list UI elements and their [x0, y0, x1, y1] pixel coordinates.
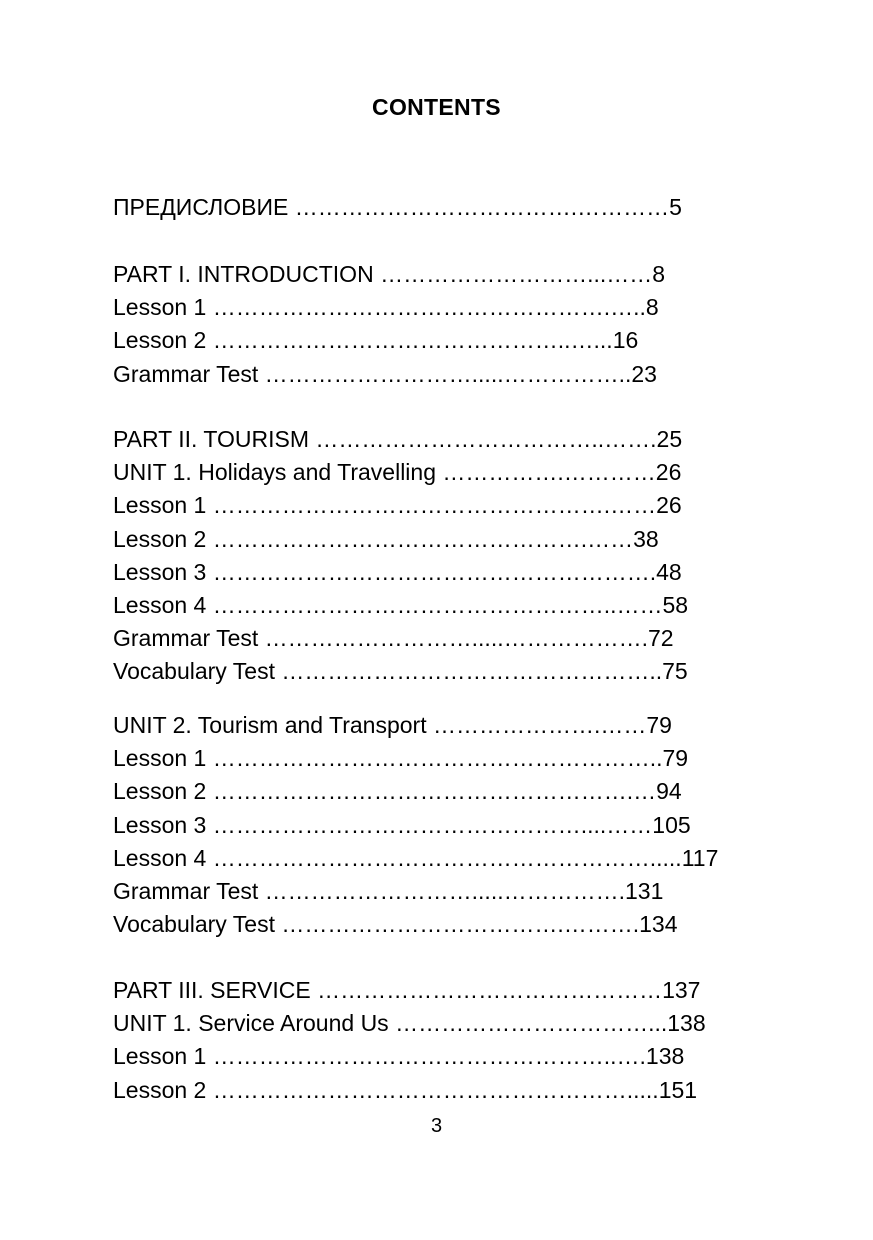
toc-entry: Vocabulary Test …………………………………………..75 — [113, 658, 688, 685]
toc-entry: Lesson 2 ……………………………………………….....151 — [113, 1076, 698, 1103]
toc-entry: Lesson 1 ……………………………………………..….138 — [113, 1043, 685, 1070]
toc-entry-part-1: PART I. INTRODUCTION ………………………...……8 — [113, 261, 666, 287]
toc-entry: Lesson 2 ………………………………………….……38 — [113, 525, 659, 552]
toc-entry: Grammar Test ……………………….....…………….131 — [113, 877, 664, 904]
page-number: 3 — [430, 1115, 443, 1137]
toc-entry: Lesson 2 ……………………………………………….…94 — [113, 778, 682, 805]
toc-entry: Lesson 3 …………………………………………....……105 — [113, 811, 691, 838]
toc-entry: Vocabulary Test ……………………………….……….134 — [113, 911, 678, 938]
toc-entry: Lesson 1 …………………………………………………..79 — [113, 745, 689, 772]
toc-group-part-3 — [113, 974, 763, 1107]
contents-heading: CONTENTS — [372, 94, 501, 120]
toc-entry-unit: UNIT 2. Tourism and Transport ………………….……79 — [113, 712, 672, 738]
toc-group-part-2-unit-1 — [113, 423, 763, 689]
toc-entry: Lesson 3 ………………………………………………….48 — [113, 558, 682, 585]
toc-group-unit-2 — [113, 709, 763, 941]
toc-group-part-1 — [113, 258, 763, 391]
toc-entry: Lesson 2 ………………………………………..…...16 — [113, 327, 639, 354]
toc-entry-unit: UNIT 1. Service Around Us ……………………………...138 — [113, 1010, 706, 1037]
toc-entry: Lesson 1 …………………………………………….……26 — [113, 492, 682, 519]
toc-entry: Lesson 4 ………………………………………………….....117 — [113, 844, 719, 871]
toc-entry: Lesson 1 …………………………………………….…..8 — [113, 294, 659, 321]
toc-entry-part-3: PART III. SERVICE ………………………………………137 — [113, 977, 701, 1003]
toc-entry: Grammar Test ……………………….....……………..23 — [113, 360, 657, 387]
toc-entry-part-2: PART II. TOURISM ………………………………..…….25 — [113, 426, 683, 452]
toc-entry: Grammar Test ……………………….....……………….72 — [113, 625, 674, 652]
toc-entry-preface: ПРЕДИСЛОВИЕ ……………………………….…………5 — [113, 194, 682, 220]
toc-entry: Lesson 4 ……………………………………………..……58 — [113, 591, 689, 618]
toc-entry-unit: UNIT 1. Holidays and Travelling …………….…………26 — [113, 459, 682, 486]
toc-group-preface — [113, 191, 763, 224]
